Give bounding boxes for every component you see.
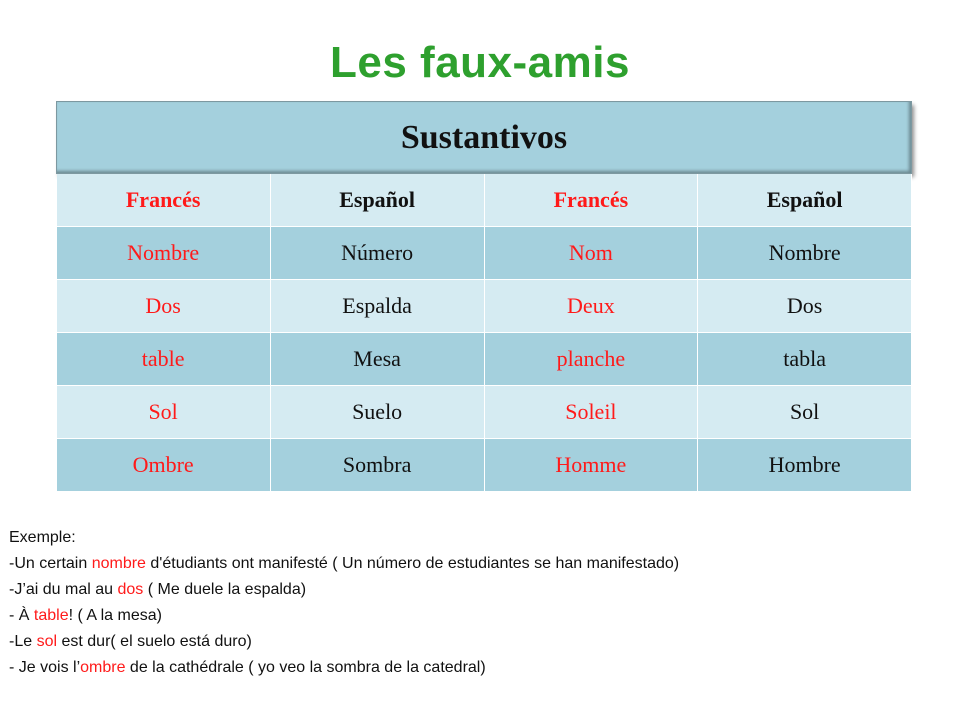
example-text: - Je vois l’ [9,659,81,676]
example-text: ! ( A la mesa) [68,607,162,624]
highlighted-word: sol [36,633,58,650]
table-cell: Deux [484,280,698,333]
table-header: Sustantivos [57,102,912,174]
example-text: -Un certain [9,555,92,572]
example-line [9,603,954,629]
example-line [9,629,954,655]
example-text: ( Me duele la espalda) [143,581,307,598]
example-text: de la cathédrale ( yo veo la sombra de la catedral) [125,659,486,676]
table-row [57,227,912,280]
example-line [9,655,954,681]
table-cell: Sombra [270,439,484,492]
table-cell: Mesa [270,333,484,386]
table-cell: Sol [698,386,912,439]
example-line [9,551,954,577]
table-cell: Número [270,227,484,280]
highlighted-word: dos [117,581,144,598]
table-cell: Soleil [484,386,698,439]
example-text: - À [9,607,34,624]
table-cell: Nombre [698,227,912,280]
highlighted-word: ombre [80,659,126,676]
column-header-espanol-2: Español [698,174,912,227]
highlighted-word: table [33,607,69,624]
table-cell: Dos [57,280,271,333]
table-cell: table [57,333,271,386]
column-header-frances-2: Francés [484,174,698,227]
column-header-frances-1: Francés [57,174,271,227]
faux-amis-table [56,101,912,492]
examples-block [9,525,954,681]
table-row [57,333,912,386]
table-cell: Homme [484,439,698,492]
example-text: -J’ai du mal au [9,581,118,598]
highlighted-word: nombre [91,555,146,572]
table-cell: Sol [57,386,271,439]
table-cell: Ombre [57,439,271,492]
table-header-row [57,102,912,174]
table-cell: Nombre [57,227,271,280]
table-cell: Hombre [698,439,912,492]
example-text: est dur( el suelo está duro) [57,633,252,650]
column-header-espanol-1: Español [270,174,484,227]
example-text: d'étudiants ont manifesté ( Un número de estudiantes se han manifestado) [145,555,680,572]
table-cell: planche [484,333,698,386]
table-row [57,386,912,439]
table-cell: Dos [698,280,912,333]
table-cell: tabla [698,333,912,386]
table-cell: Espalda [270,280,484,333]
page-title: Les faux-amis [330,38,630,87]
example-line [9,577,954,603]
table-cell: Nom [484,227,698,280]
example-text: -Le [9,633,37,650]
column-header-row [57,174,912,227]
examples-heading: Exemple: [9,529,76,546]
table-row [57,280,912,333]
table-cell: Suelo [270,386,484,439]
table-row [57,439,912,492]
